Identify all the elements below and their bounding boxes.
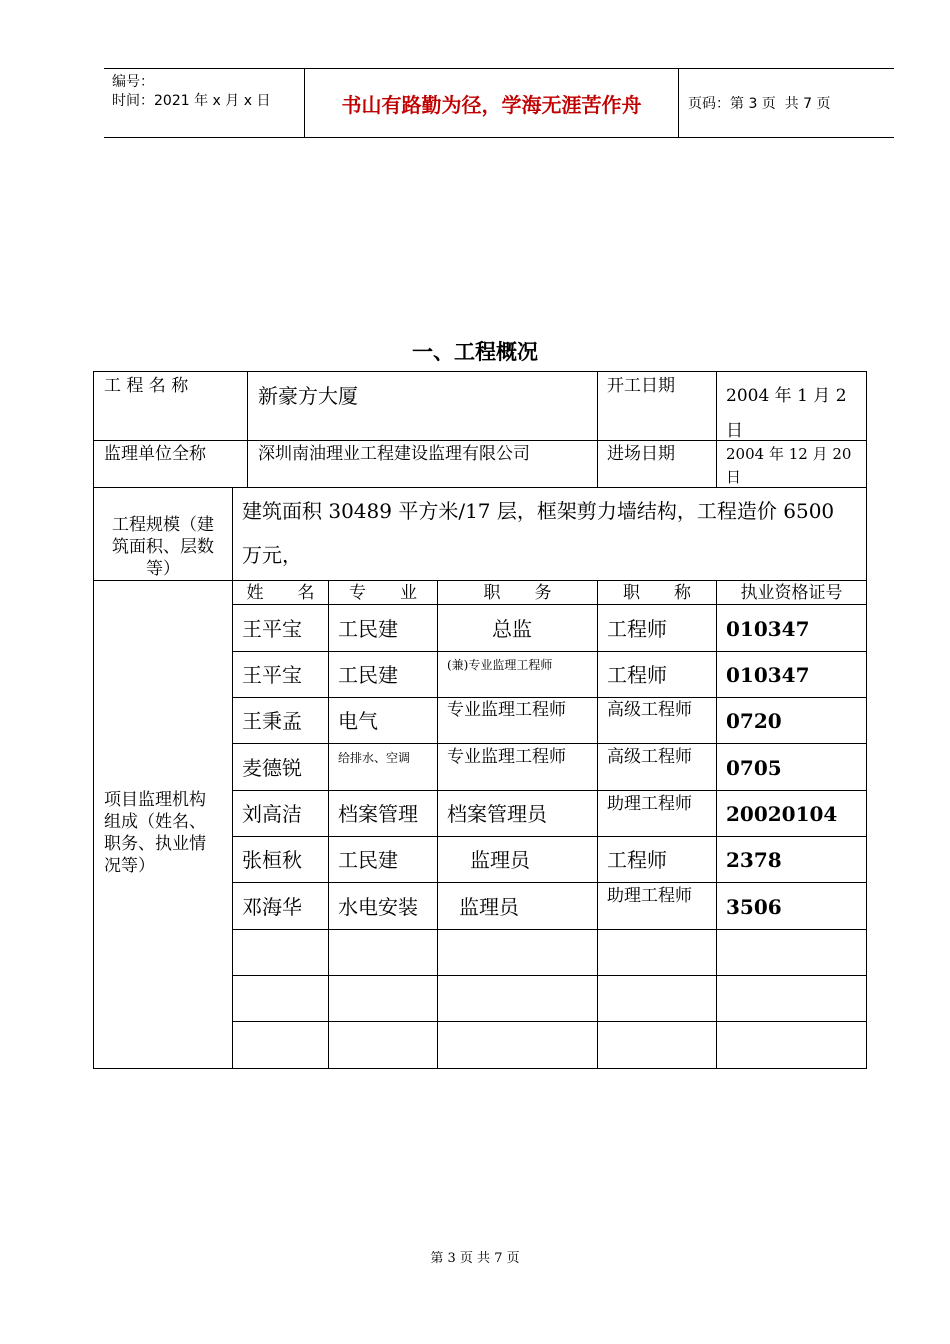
section-title: 一、工程概况 xyxy=(412,340,538,364)
column-header-specialty: 专 业 xyxy=(349,583,417,603)
staff-cert: 3506 xyxy=(726,895,782,919)
scale-label-line3: 等） xyxy=(146,559,180,579)
staff-position: 监理员 xyxy=(459,895,519,919)
staff-cert: 0705 xyxy=(726,756,782,780)
staff-title: 工程师 xyxy=(607,848,667,872)
page-footer: 第 3 页 共 7 页 xyxy=(430,1251,520,1266)
staff-position: 专业监理工程师 xyxy=(447,747,566,767)
staff-position: 总监 xyxy=(492,617,532,641)
staff-name: 王秉孟 xyxy=(242,709,302,733)
time-label: 时间：2021 年 x 月 x 日 xyxy=(112,93,271,109)
staff-specialty: 给排水、空调 xyxy=(338,751,411,765)
project-name-value: 新豪方大厦 xyxy=(258,384,358,408)
start-date-value-line1: 2004 年 1 月 2 xyxy=(726,386,847,406)
scale-value-line1: 建筑面积 30489 平方米/17 层，框架剪力墙结构，工程造价 6500 xyxy=(242,499,835,523)
staff-title: 高级工程师 xyxy=(607,700,692,720)
supervisor-value: 深圳南油理业工程建设监理有限公司 xyxy=(258,444,530,464)
staff-cert: 010347 xyxy=(726,617,810,641)
staff-name: 刘高洁 xyxy=(242,802,302,826)
staff-cert: 0720 xyxy=(726,709,782,733)
staff-name: 邓海华 xyxy=(242,895,302,919)
staff-title: 工程师 xyxy=(607,617,667,641)
staff-position: 专业监理工程师 xyxy=(447,700,566,720)
staff-name: 麦德锐 xyxy=(242,756,302,780)
staff-name: 王平宝 xyxy=(242,663,302,687)
page-label: 页码：第 3 页 共 7 页 xyxy=(688,96,831,112)
column-header-title: 职 称 xyxy=(623,583,691,603)
staff-position: 监理员 xyxy=(470,848,530,872)
staff-cert: 010347 xyxy=(726,663,810,687)
staff-title: 工程师 xyxy=(607,663,667,687)
column-header-position: 职 务 xyxy=(483,583,552,603)
org-label-line1: 项目监理机构 xyxy=(104,790,206,810)
staff-position: 档案管理员 xyxy=(447,802,547,826)
staff-specialty: 工民建 xyxy=(338,617,398,641)
staff-specialty: 档案管理 xyxy=(338,802,418,826)
org-label-line2: 组成（姓名、 xyxy=(104,812,206,832)
entry-date-label: 进场日期 xyxy=(607,444,675,464)
staff-specialty: 水电安装 xyxy=(338,895,418,919)
staff-title: 助理工程师 xyxy=(607,794,692,814)
staff-name: 张桓秋 xyxy=(242,848,302,872)
staff-cert: 20020104 xyxy=(726,802,838,826)
staff-title: 助理工程师 xyxy=(607,886,692,906)
supervisor-label: 监理单位全称 xyxy=(104,444,206,464)
staff-cert: 2378 xyxy=(726,848,782,872)
number-label: 编号： xyxy=(112,74,154,90)
staff-specialty: 工民建 xyxy=(338,848,398,872)
staff-specialty: 工民建 xyxy=(338,663,398,687)
start-date-value-line2: 日 xyxy=(726,421,743,441)
column-header-name: 姓 名 xyxy=(246,583,315,603)
staff-position: (兼)专业监理工程师 xyxy=(447,658,553,672)
staff-specialty: 电气 xyxy=(338,709,378,733)
org-label-line3: 职务、执业情 xyxy=(104,834,206,854)
org-label-line4: 况等） xyxy=(104,856,155,876)
staff-title: 高级工程师 xyxy=(607,747,692,767)
staff-name: 王平宝 xyxy=(242,617,302,641)
project-name-label: 工 程 名 称 xyxy=(104,376,189,396)
header-motto: 书山有路勤为径，学海无涯苦作舟 xyxy=(341,92,642,117)
entry-date-value-line1: 2004 年 12 月 20 xyxy=(726,445,852,463)
start-date-label: 开工日期 xyxy=(607,376,675,396)
entry-date-value-line2: 日 xyxy=(726,468,742,486)
scale-label-line2: 筑面积、层数 xyxy=(112,537,214,557)
scale-value-line2: 万元， xyxy=(242,543,302,567)
column-header-cert: 执业资格证号 xyxy=(740,583,843,603)
scale-label-line1: 工程规模（建 xyxy=(112,515,214,535)
